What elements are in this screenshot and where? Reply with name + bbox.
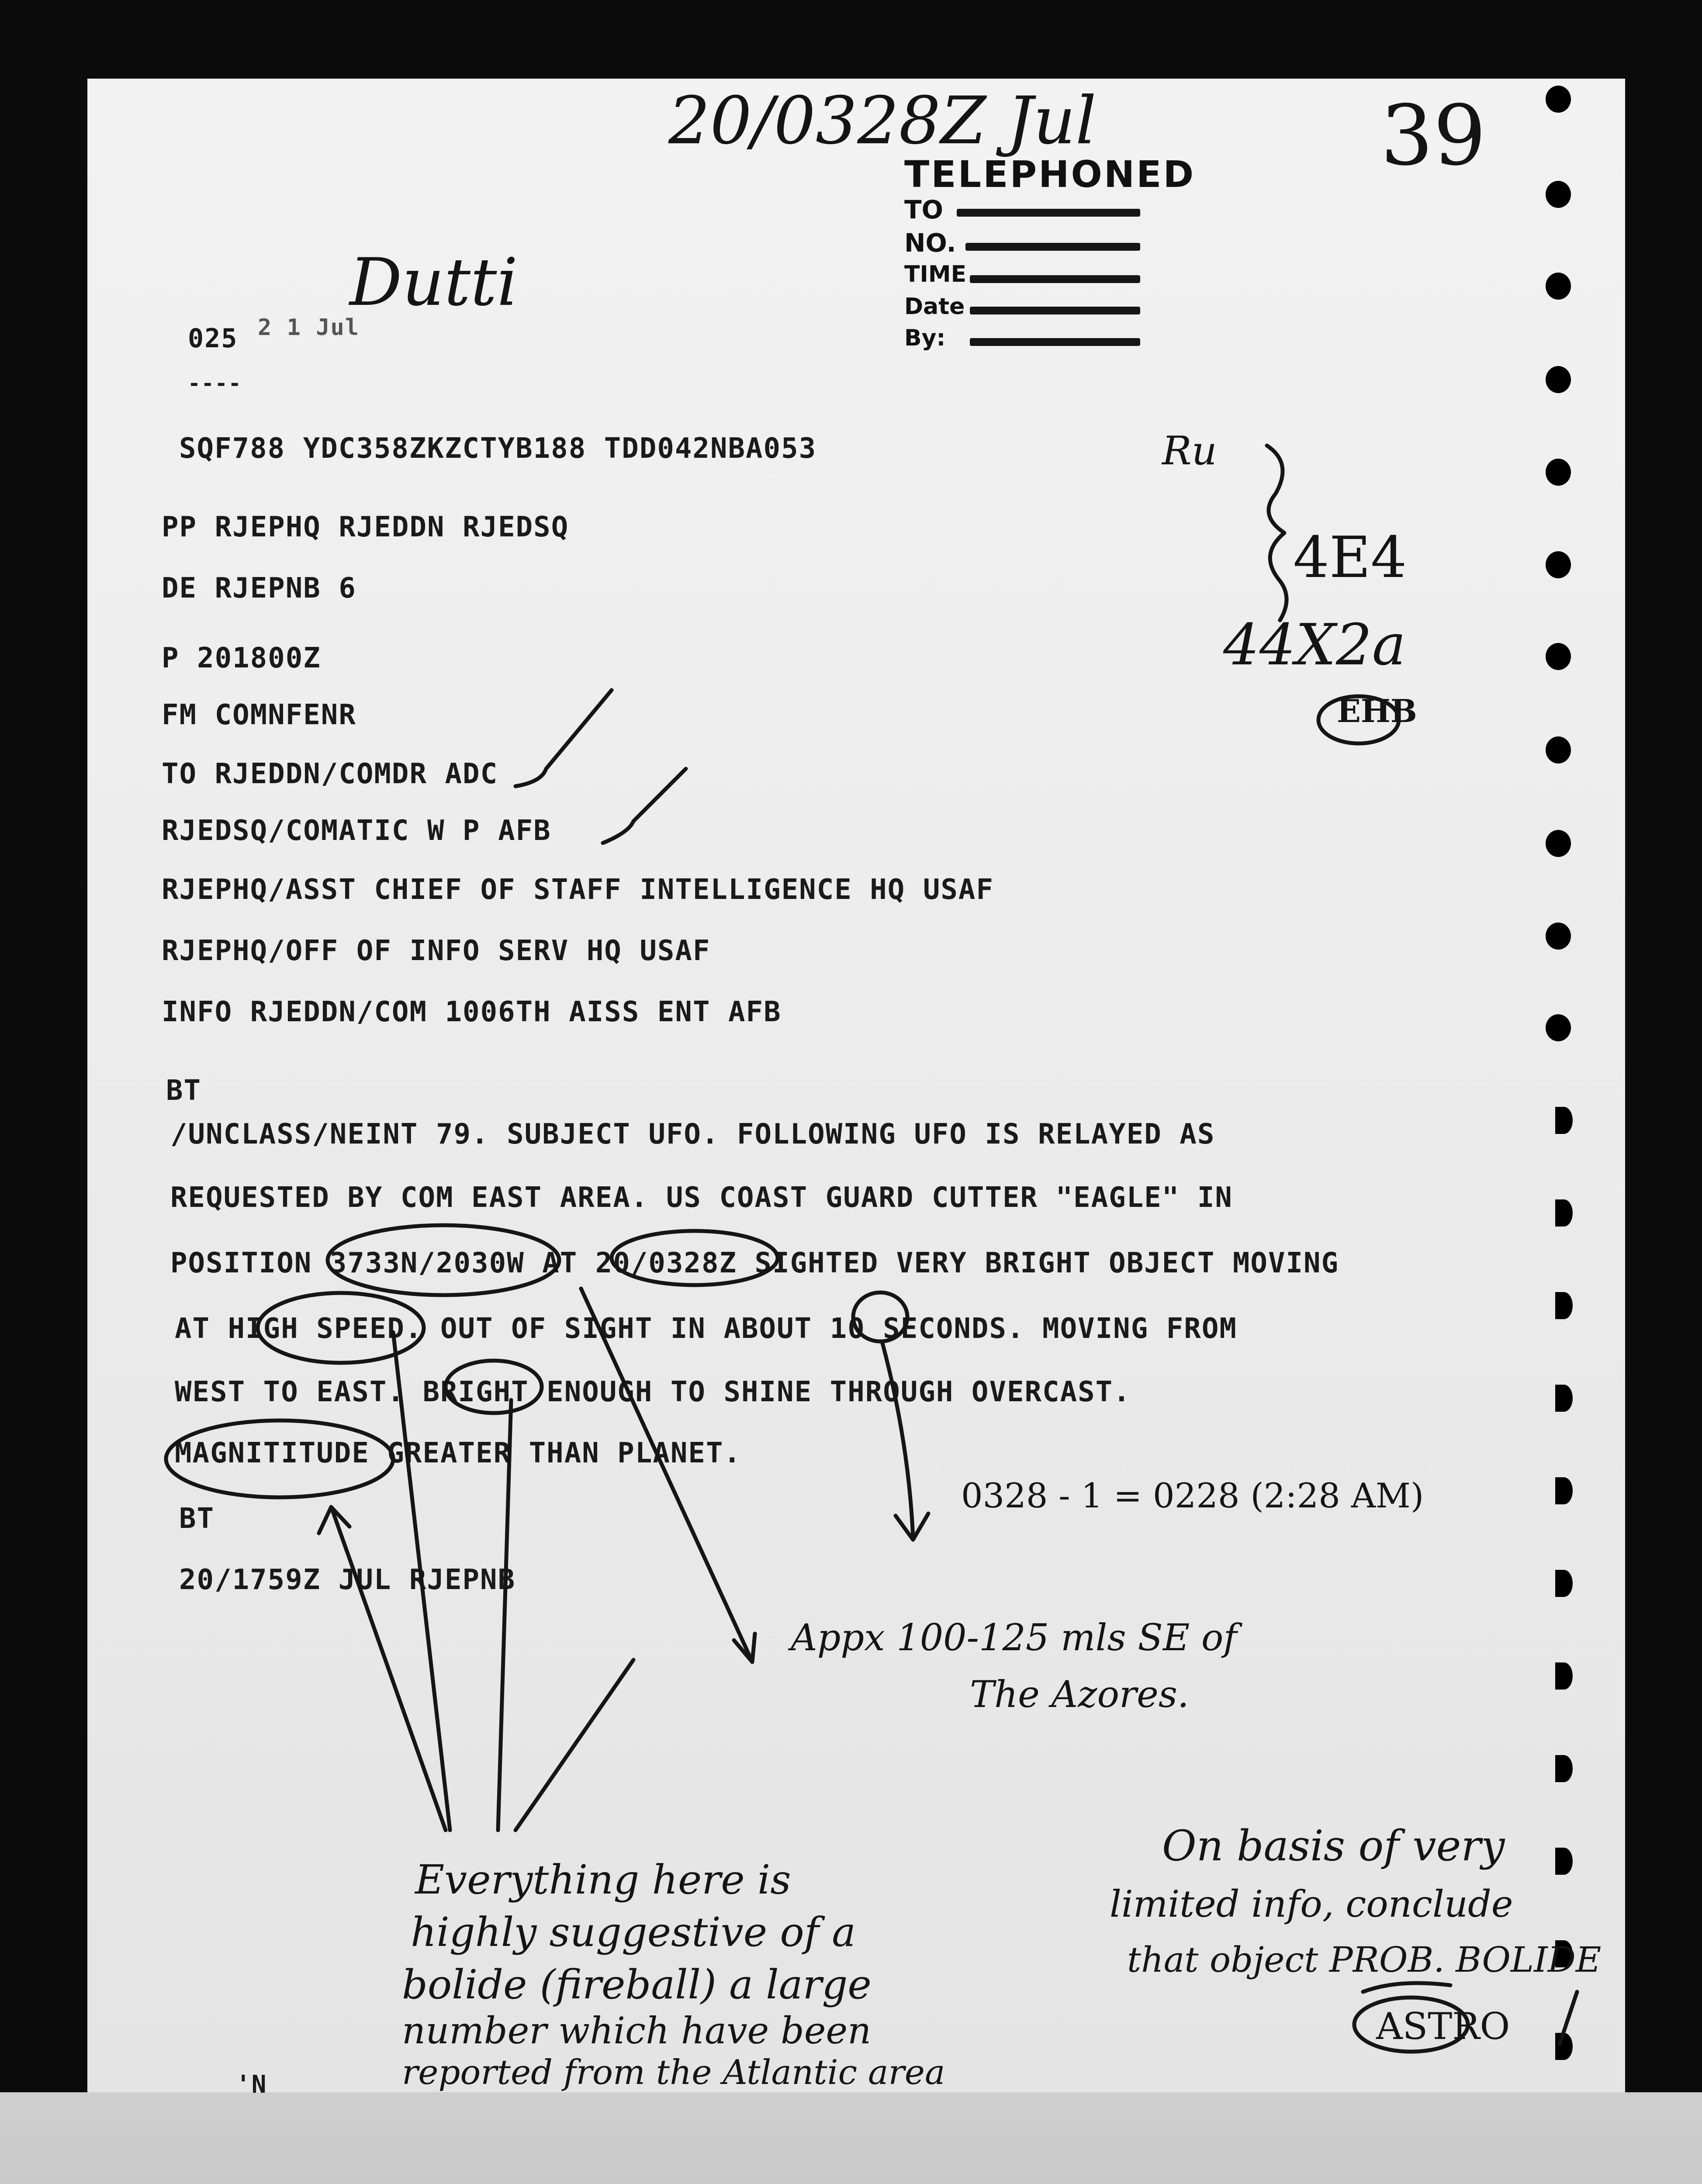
arrow-from-analysis	[515, 1660, 633, 1830]
arrow-from-analysis	[498, 1400, 511, 1830]
margin-code: 4E4	[1293, 524, 1407, 591]
message-footer-mark: 'N	[236, 2070, 267, 2099]
message-body-line: /UNCLASS/NEINT 79. SUBJECT UFO. FOLLOWING UFO IS RELAYED AS	[170, 1118, 1215, 1151]
arrow-to-location-note	[581, 1289, 751, 1660]
circle-ten	[853, 1292, 907, 1341]
circle-bright	[446, 1361, 542, 1413]
message-body-line: WEST TO EAST. BRIGHT ENOUGH TO SHINE THROUGH OVERCAST.	[175, 1376, 1131, 1408]
location-note: The Azores.	[970, 1673, 1189, 1716]
stamp-row-to: TO	[904, 195, 943, 225]
message-routing: SQF788 YDC358ZKZCTYB188 TDD042NBA053	[179, 432, 817, 465]
conclusion-note: On basis of very	[1162, 1821, 1505, 1870]
analysis-note: number which have been	[402, 2009, 872, 2052]
message-closing-dtg: 20/1759Z JUL RJEPNB	[179, 1564, 516, 1596]
message-to-line: INFO RJEDDN/COM 1006TH AISS ENT AFB	[162, 996, 782, 1028]
location-note: Appx 100-125 mls SE of	[791, 1616, 1237, 1659]
circle-stamp-mark	[1318, 696, 1399, 743]
circle-magnitude	[166, 1420, 393, 1497]
message-bt-open: BT	[166, 1075, 202, 1107]
message-body-line: AT HIGH SPEED. OUT OF SIGHT IN ABOUT 10 SECONDS. MOVING FROM	[175, 1313, 1237, 1345]
message-dtg: P 201800Z	[162, 642, 321, 674]
circle-astro	[1354, 1997, 1468, 2052]
brace	[1267, 446, 1287, 620]
message-body-line: REQUESTED BY COM EAST AREA. US COAST GUARD CUTTER "EAGLE" IN	[170, 1182, 1233, 1214]
handwritten-page-number: 39	[1380, 87, 1486, 184]
margin-stroke	[1560, 1992, 1577, 2044]
stamp-row-time: TIME	[904, 261, 967, 287]
stamp-row-date: Date	[904, 294, 965, 320]
time-conversion-note: 0328 - 1 = 0228 (2:28 AM)	[961, 1476, 1424, 1516]
checkmark	[603, 769, 686, 843]
message-to-line: TO RJEDDN/COMDR ADC	[162, 758, 498, 790]
stamp-row-by: By:	[904, 325, 946, 351]
message-dashes: ----	[188, 371, 242, 396]
margin-code: 44X2a	[1223, 612, 1406, 678]
handwritten-initials: Dutti	[349, 245, 518, 321]
message-bt-close: BT	[179, 1503, 215, 1535]
message-received-stamp: 2 1 Jul	[258, 314, 360, 341]
analysis-note: highly suggestive of a	[411, 1909, 856, 1956]
analysis-note: Everything here is	[415, 1856, 791, 1903]
circle-time	[612, 1231, 778, 1285]
message-body-line: MAGNITITUDE GREATER THAN PLANET.	[175, 1437, 741, 1469]
conclusion-note: limited info, conclude	[1110, 1883, 1513, 1925]
handwritten-datetime: 20/0328Z Jul	[668, 83, 1097, 159]
checkmark	[515, 690, 612, 786]
message-from: FM COMNFENR	[162, 699, 356, 731]
conclusion-signoff: ASTRO	[1376, 2005, 1510, 2048]
message-to-line: RJEDSQ/COMATIC W P AFB	[162, 815, 551, 847]
stamp-row-no: NO.	[904, 228, 956, 258]
conclusion-note: that object PROB. BOLIDE	[1127, 1939, 1602, 1980]
circled-mark: EHB	[1337, 692, 1417, 729]
message-serial: 025	[188, 323, 238, 354]
message-to-line: RJEPHQ/ASST CHIEF OF STAFF INTELLIGENCE HQ USAF	[162, 874, 994, 906]
margin-mark: Ru	[1162, 428, 1217, 474]
underline-conclusion	[1363, 1983, 1450, 1992]
circle-position	[328, 1225, 559, 1295]
message-precedence: PP RJEPHQ RJEDDN RJEDSQ	[162, 511, 569, 543]
message-to-line: RJEPHQ/OFF OF INFO SERV HQ USAF	[162, 935, 711, 967]
message-body-line: POSITION 3733N/2030W AT 20/0328Z SIGHTED VERY BRIGHT OBJECT MOVING	[170, 1247, 1339, 1279]
analysis-note: reported from the Atlantic area	[402, 2053, 945, 2092]
stamp-title: TELEPHONED	[904, 153, 1196, 196]
arrow-to-time-conversion	[882, 1343, 913, 1538]
arrow-from-analysis	[393, 1332, 450, 1830]
arrow-from-analysis	[332, 1509, 446, 1830]
analysis-note: bolide (fireball) a large	[402, 1961, 872, 2008]
circle-high-speed	[258, 1293, 424, 1363]
message-de: DE RJEPNB 6	[162, 572, 356, 605]
